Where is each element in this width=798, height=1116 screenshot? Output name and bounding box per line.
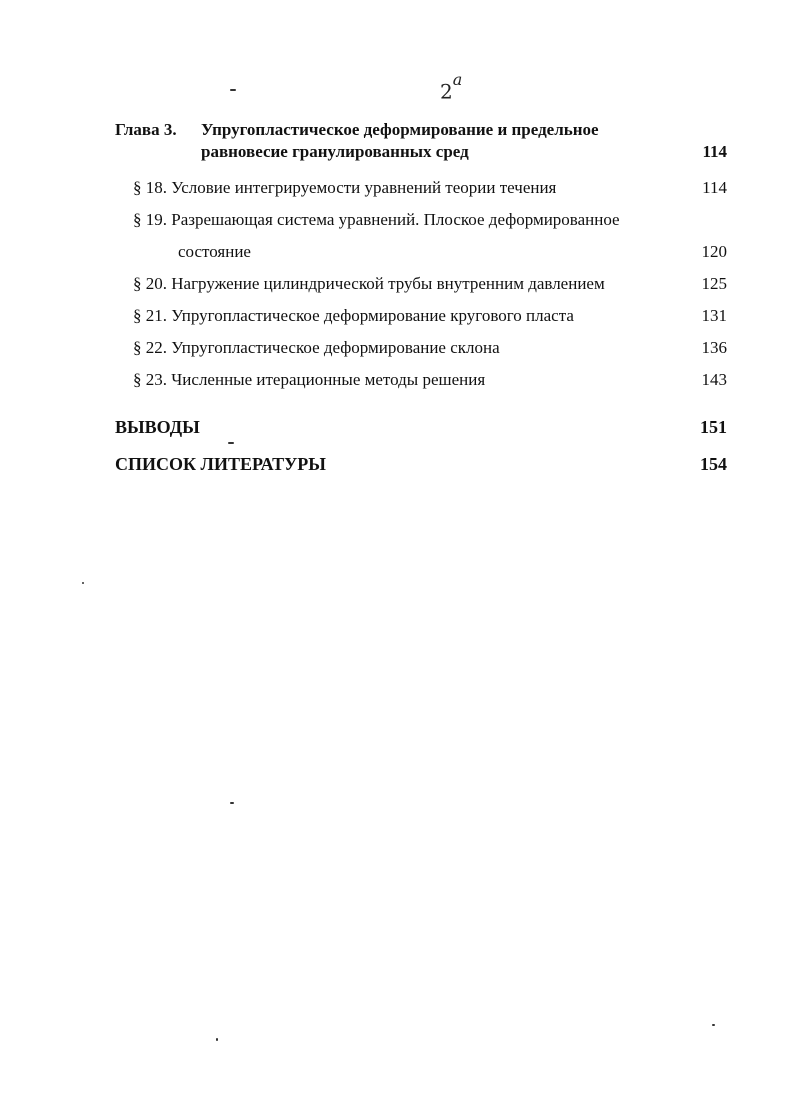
chapter-title-line1: Упругопластическое деформирование и предельное xyxy=(201,120,599,139)
references-page: 154 xyxy=(700,454,727,474)
scan-speck xyxy=(230,89,236,91)
references-title: СПИСОК ЛИТЕРАТУРЫ xyxy=(115,454,326,474)
scan-speck xyxy=(230,802,234,804)
toc-entry-page: 114 xyxy=(702,178,727,197)
toc-entry-page: 136 xyxy=(701,338,727,357)
scan-speck xyxy=(82,582,84,584)
conclusions-title: ВЫВОДЫ xyxy=(115,417,200,437)
page-number-suffix: a xyxy=(452,70,463,89)
toc-entry-title: § 20. Нагружение цилиндрической трубы внутренним давлением xyxy=(133,274,605,293)
toc-entry-title-continuation: состояние xyxy=(178,242,251,261)
toc-entry-page: 143 xyxy=(701,370,727,389)
toc-entry-title: § 22. Упругопластическое деформирование склона xyxy=(133,338,500,357)
handwritten-page-number xyxy=(440,70,463,104)
toc-entry-title: § 21. Упругопластическое деформирование кругового пласта xyxy=(133,306,574,325)
toc-entry-page: 120 xyxy=(701,242,727,261)
toc-entry-title: § 19. Разрешающая система уравнений. Плоское деформированное xyxy=(133,210,620,229)
page-number-base: 2 xyxy=(440,79,453,104)
scan-speck xyxy=(712,1024,715,1026)
toc-entry-page: 131 xyxy=(701,306,727,325)
toc-entry-page: 125 xyxy=(701,274,727,293)
chapter-page: 114 xyxy=(702,142,727,161)
chapter-title-line2: равновесие гранулированных сред xyxy=(201,142,469,161)
scan-speck xyxy=(216,1038,218,1041)
scan-speck xyxy=(228,442,234,444)
toc-entry-title: § 23. Численные итерационные методы решения xyxy=(133,370,486,389)
conclusions-page: 151 xyxy=(700,417,727,437)
toc-entry-title: § 18. Условие интегрируемости уравнений теории течения xyxy=(133,178,557,197)
chapter-label: Глава 3. xyxy=(115,120,177,139)
